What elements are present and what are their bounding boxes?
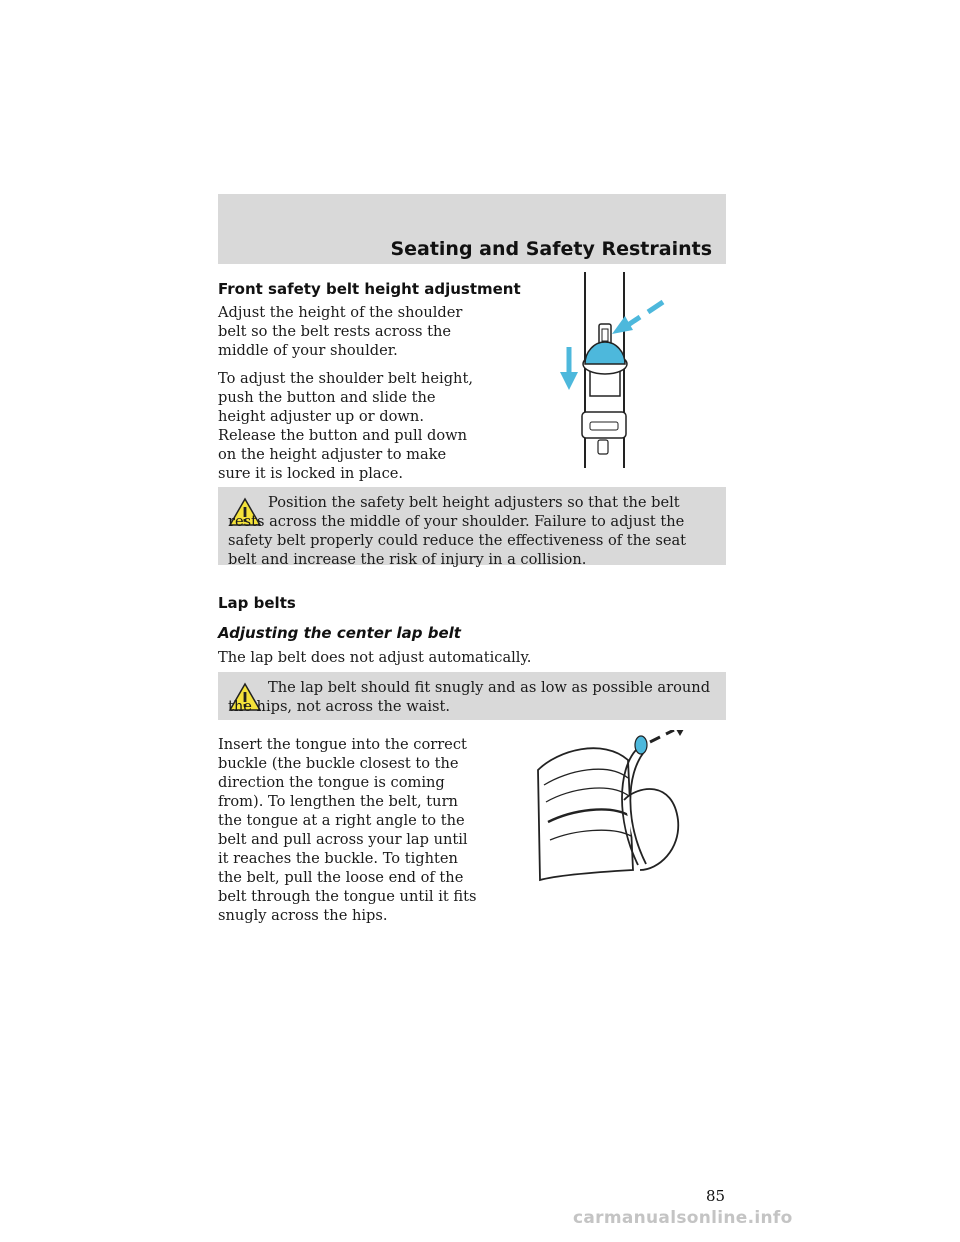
footer-watermark-url: carmanualsonline.info [573, 1208, 793, 1228]
warning-text-lap-belt: The lap belt should fit snugly and as low as possible around the hips, not across the waist. [228, 679, 711, 715]
paragraph-lap-belt-instructions: Insert the tongue into the correct buckle (the buckle closest to the direction the tongue is coming from). To lengthen the belt, turn the tongue at a right angle to the belt and pull across your lap until it reaches the buckle. To tighten the belt, pull the loose end of the belt through the tongue until it fits snugly across the hips. [218, 736, 477, 924]
warning-box-height-adjuster [218, 487, 726, 568]
subheading-center-lap-belt: Adjusting the center lap belt [218, 624, 461, 642]
paragraph-height-instructions: To adjust the shoulder belt height, push the button and slide the height adjuster up or down. Release the button and pull down on the height adjuster to make sure it is locked in place. [218, 370, 473, 482]
section-header-band [218, 194, 726, 264]
section-title: Seating and Safety Restraints [390, 238, 712, 260]
warning-text-height-adjuster: Position the safety belt height adjusters so that the belt rests across the middle of your shoulder. Failure to adjust the safety belt properly could reduce the effectiveness of the seat belt and increase the risk of injury in a collision. [228, 494, 687, 568]
heading-lap-belts: Lap belts [218, 594, 296, 612]
lap-belt-illustration [528, 730, 693, 885]
paragraph-lap-belt-instructions-part1 [218, 735, 480, 925]
paragraph-height-intro: Adjust the height of the shoulder belt so the belt rests across the middle of your shoulder. [218, 304, 463, 359]
paragraph-lap-belt-intro: The lap belt does not adjust automatically. [218, 649, 532, 666]
height-adjuster-illustration [528, 272, 678, 472]
warning-box-lap-belt [218, 672, 726, 720]
page-number: 85 [706, 1187, 726, 1205]
heading-height-adjustment: Front safety belt height adjustment [218, 280, 521, 298]
